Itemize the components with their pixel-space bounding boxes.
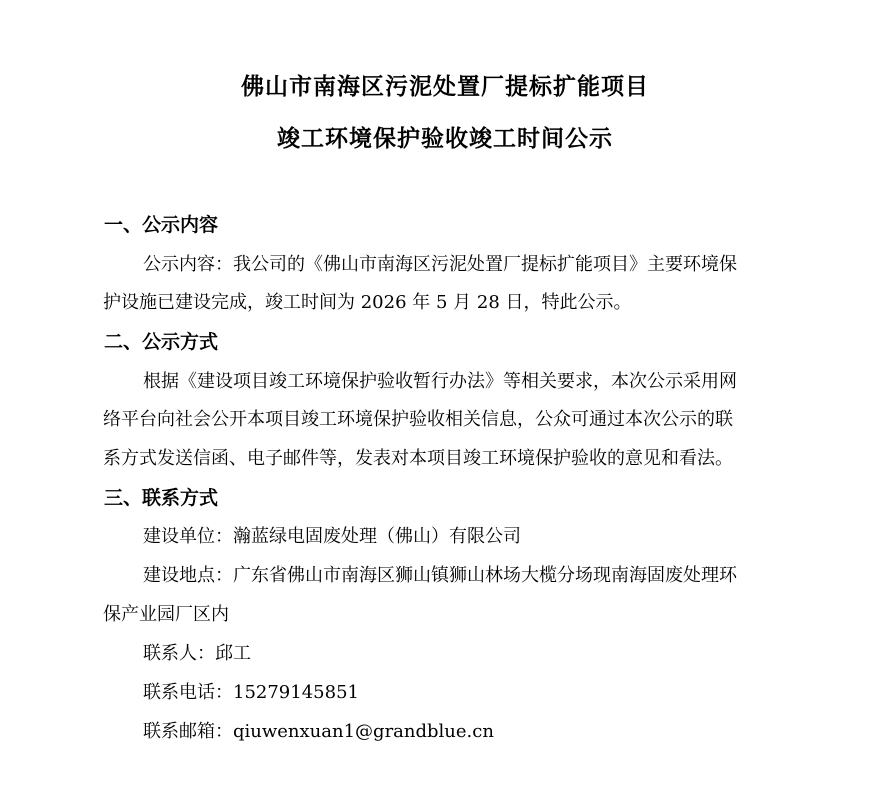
construction-site-label: 建设地点： xyxy=(143,565,233,586)
document-title-line2: 竣工环境保护验收竣工时间公示 xyxy=(277,126,613,152)
construction-unit-value: 瀚蓝绿电固废处理（佛山）有限公司 xyxy=(233,526,521,547)
contact-phone-label: 联系电话： xyxy=(143,682,233,703)
section3-heading: 三、联系方式 xyxy=(104,487,219,509)
contact-email-row xyxy=(143,720,494,744)
section1-heading: 一、公示内容 xyxy=(104,214,219,236)
section2-paragraph-line2: 络平台向社会公开本项目竣工环境保护验收相关信息，公众可通过本次公示的联 xyxy=(103,409,733,430)
document-title-line1: 佛山市南海区污泥处置厂提标扩能项目 xyxy=(241,74,649,100)
section1-paragraph-line1: 公示内容：我公司的《佛山市南海区污泥处置厂提标扩能项目》主要环境保 xyxy=(143,254,737,275)
construction-unit-row xyxy=(143,525,521,549)
contact-person-label: 联系人： xyxy=(143,643,215,664)
construction-site-value-line1: 广东省佛山市南海区狮山镇狮山林场大榄分场现南海固废处理环 xyxy=(233,565,737,586)
construction-unit-label: 建设单位： xyxy=(143,526,233,547)
contact-person-row xyxy=(143,642,251,666)
section1-paragraph-line2: 护设施已建设完成，竣工时间为 2026 年 5 月 28 日，特此公示。 xyxy=(103,292,632,313)
contact-person-value: 邱工 xyxy=(215,643,251,664)
section2-paragraph-line3: 系方式发送信函、电子邮件等，发表对本项目竣工环境保护验收的意见和看法。 xyxy=(103,448,733,469)
contact-phone-row xyxy=(143,681,359,705)
construction-site-value-line2: 保产业园厂区内 xyxy=(103,604,229,625)
contact-phone-value: 15279145851 xyxy=(233,682,359,703)
contact-email-value[interactable]: qiuwenxuan1@grandblue.cn xyxy=(233,721,494,742)
construction-site-row xyxy=(143,564,737,588)
contact-email-label: 联系邮箱： xyxy=(143,721,233,742)
section2-paragraph-line1: 根据《建设项目竣工环境保护验收暂行办法》等相关要求，本次公示采用网 xyxy=(143,371,737,392)
section2-heading: 二、公示方式 xyxy=(104,331,219,353)
